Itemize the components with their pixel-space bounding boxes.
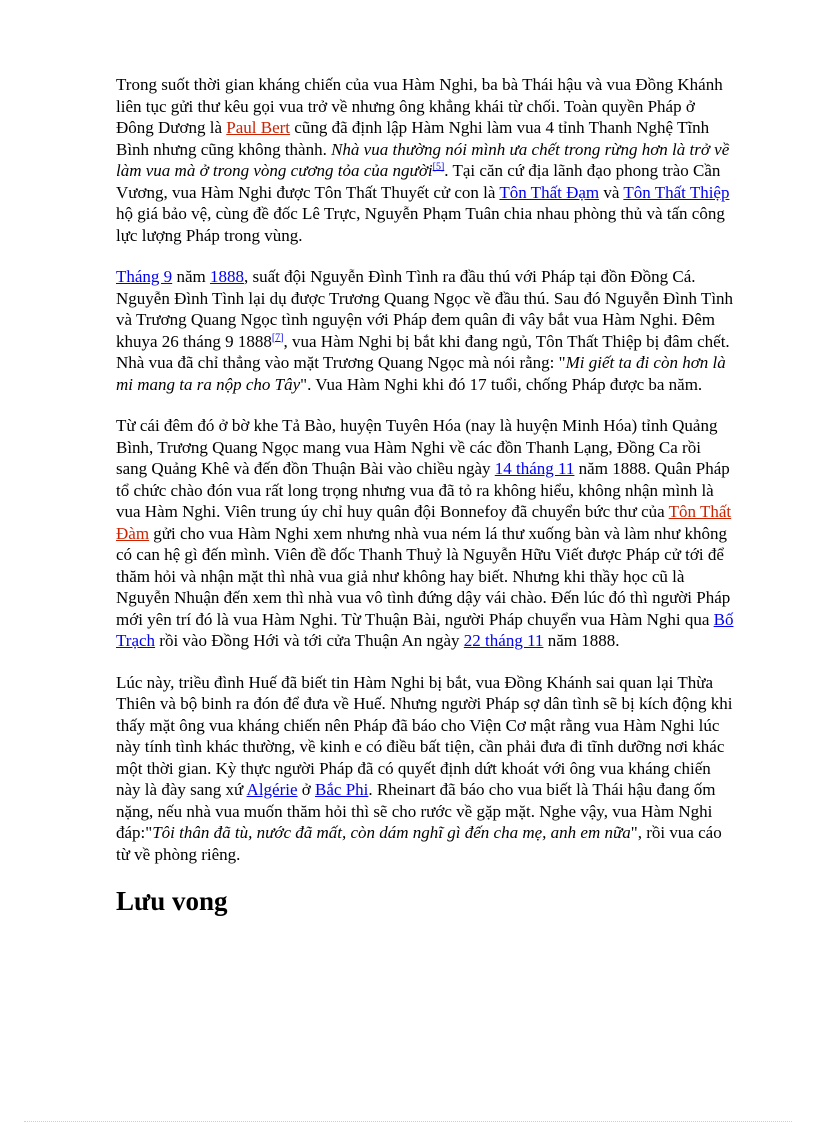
text-run: Từ cái đêm đó ở bờ khe Tả Bào, huyện Tuyên Hóa (nay là huyện Minh Hóa) tỉnh Quảng Bình, Trương Quang Ngọc mang vua Hàm Nghi về các đồn Thanh Lạng, Đồng Ca rồi sang Quảng Khê và đến đồn Thuận Bài vào chiều ngày xyxy=(116,416,718,478)
text-run: , vua Hàm Nghi bị bắt khi đang ngủ, Tôn Thất Thiệp bị đâm chết. Nhà vua đã chỉ thẳng vào mặt Trương Quang Ngọc mà nói rằng: " xyxy=(116,331,730,372)
reference-7 xyxy=(272,332,284,343)
text-run: năm 1888. xyxy=(543,631,620,650)
link-bo-trach[interactable]: Bố Trạch xyxy=(116,609,734,650)
paragraph-exile-decision xyxy=(116,672,736,866)
link-algerie[interactable]: Algérie xyxy=(246,780,298,799)
link-thang-9[interactable]: Tháng 9 xyxy=(116,267,173,286)
text-run: năm xyxy=(172,267,210,286)
text-run: ". Vua Hàm Nghi khi đó 17 tuổi, chống Pháp được ba năm. xyxy=(300,374,703,394)
link-ton-that-thiep[interactable]: Tôn Thất Thiệp xyxy=(623,182,730,202)
paragraph-transfer xyxy=(116,415,736,652)
italic-quote: Mi giết ta đi còn hơn là mi mang ta ra nộp cho Tây xyxy=(116,353,726,394)
italic-quote: Tôi thân đã tù, nước đã mất, còn dám nghĩ gì đến cha mẹ, anh em nữa xyxy=(152,823,631,842)
page-divider xyxy=(24,1121,792,1122)
link-1888[interactable]: 1888 xyxy=(209,267,244,286)
link-ton-that-dam[interactable]: Tôn Thất Đạm xyxy=(499,182,600,202)
link-22-thang-11[interactable]: 22 tháng 11 xyxy=(463,631,544,650)
text-run: hộ giá bảo vệ, cùng đề đốc Lê Trực, Nguyễn Phạm Tuân chia nhau phòng thủ và tấn công lực lượng Pháp trong vùng. xyxy=(116,204,725,245)
link-14-thang-11[interactable]: 14 tháng 11 xyxy=(494,459,575,478)
text-run: cũng đã định lập Hàm Nghi làm vua 4 tỉnh Thanh Nghệ Tĩnh Bình nhưng cũng không thành. xyxy=(116,118,710,159)
link-ton-that-dam-2[interactable]: Tôn Thất Đàm xyxy=(116,502,732,543)
text-run: . Tại căn cứ địa lãnh đạo phong trào Cần Vương, vua Hàm Nghi được Tôn Thất Thuyết cử con là xyxy=(116,161,721,202)
text-run: ", rồi vua cáo từ về phòng riêng. xyxy=(116,823,722,864)
reference-link[interactable]: [7] xyxy=(271,331,284,343)
link-bac-phi[interactable]: Bắc Phi xyxy=(315,780,369,799)
document-page xyxy=(116,74,736,917)
text-run: . Rheinart đã báo cho vua biết là Thái hậu đang ốm nặng, nếu nhà vua muốn thăm hỏi thì sẽ cho rước về gặp mặt. Nghe vậy, vua Hàm Nghi đáp:" xyxy=(116,780,716,842)
reference-link[interactable]: [5] xyxy=(432,161,445,173)
text-run: gửi cho vua Hàm Nghi xem nhưng nhà vua ném lá thư xuống bàn và làm như không có can hệ gì đến mình. Viên đề đốc Thanh Thuỷ là Nguyễn Hữu Viết được Pháp cử tới để thăm hỏi và nhận mặt thì nhà vua giả như không hay biết. Nhưng khi thầy học cũ là Nguyễn Nhuận đến xem thì nhà vua vô tình đứng dậy vái chào. Đến lúc đó thì người Pháp mới yên trí đó là vua Hàm Nghi. Từ Thuận Bài, người Pháp chuyển vua Hàm Nghi qua xyxy=(116,523,731,629)
italic-quote: Nhà vua thường nói mình ưa chết trong rừng hơn là trở về làm vua mà ở trong vòng cương tỏa của người xyxy=(116,139,730,180)
section-heading: Lưu vong xyxy=(116,886,228,916)
text-run: ở xyxy=(297,780,316,799)
text-run: rồi vào Đồng Hới và tới cửa Thuận An ngày xyxy=(155,631,464,650)
text-run: năm 1888. Quân Pháp tổ chức chào đón vua rất long trọng nhưng vua đã tỏ ra không hiểu, không nhận mình là vua Hàm Nghi. Viên trung úy chỉ huy quân đội Bonnefoy đã chuyển bức thư của xyxy=(116,459,730,521)
text-run: và xyxy=(599,182,624,202)
text-run: Trong suốt thời gian kháng chiến của vua Hàm Nghi, ba bà Thái hậu và vua Đồng Khánh liên tục gửi thư kêu gọi vua trở về nhưng ông khẳng khái từ chối. Toàn quyền Pháp ở Đông Dương là xyxy=(116,75,723,137)
text-run: Lúc này, triều đình Huế đã biết tin Hàm Nghi bị bắt, vua Đồng Khánh sai quan lại Thừa Thiên và bộ binh ra đón để đưa về Huế. Nhưng người Pháp sợ dân tình sẽ bị kích động khi thấy mặt ông vua kháng chiến nên Pháp đã báo cho Viện Cơ mật rằng vua Hàm Nghi lúc này tính tình khác thường, về kinh e có điều bất tiện, cần phải đưa đi tĩnh dưỡng nơi khác một thời gian. Kỳ thực người Pháp đã có quyết định dứt khoát với ông vua kháng chiến này là đày sang xứ xyxy=(116,672,733,799)
text-run: , suất đội Nguyễn Đình Tình ra đầu thú với Pháp tại đồn Đồng Cá. Nguyễn Đình Tình lại dụ được Trương Quang Ngọc về đầu thú. Sau đó Nguyễn Đình Tình và Trương Quang Ngọc tình nguyện với Pháp đem quân đi vây bắt vua Hàm Nghi. Đêm khuya 26 tháng 9 1888 xyxy=(116,267,734,351)
link-paul-bert[interactable]: Paul Bert xyxy=(226,118,291,137)
paragraph-capture xyxy=(116,266,736,395)
paragraph-resistance xyxy=(116,74,736,246)
reference-5 xyxy=(433,161,445,172)
